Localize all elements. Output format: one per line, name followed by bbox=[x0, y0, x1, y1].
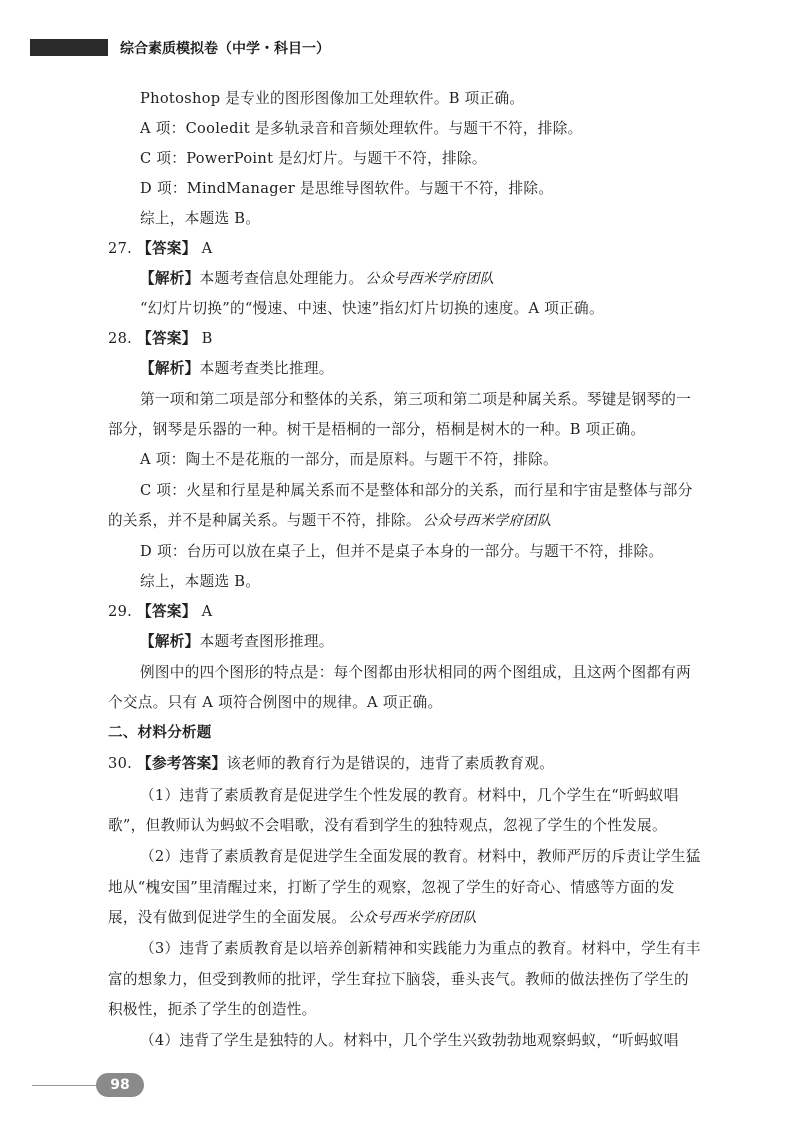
text-line: 歌”，但教师认为蚂蚁不会唱歌，没有看到学生的独特观点，忽视了学生的个性发展。 bbox=[108, 817, 667, 834]
text-line: Photoshop 是专业的图形图像加工处理软件。B 项正确。 bbox=[140, 90, 525, 107]
text-line-with-watermark bbox=[108, 906, 477, 927]
explanation-label: 【解析】 bbox=[140, 360, 200, 377]
text-line: 第一项和第二项是部分和整体的关系，第三项和第二项是种属关系。琴键是钢琴的一 bbox=[140, 391, 692, 408]
answer-label: 【答案】 bbox=[137, 330, 197, 347]
explanation-label: 【解析】 bbox=[140, 270, 200, 287]
text-line: 展，没有做到促进学生的全面发展。 bbox=[108, 909, 347, 926]
explanation-text: 本题考查信息处理能力。 bbox=[199, 270, 364, 287]
question-number: 27. bbox=[108, 240, 133, 257]
text-line: D 项：台历可以放在桌子上，但并不是桌子本身的一部分。与题干不符，排除。 bbox=[140, 543, 664, 560]
text-line: （4）违背了学生是独特的人。材料中，几个学生兴致勃勃地观察蚂蚁，“听蚂蚁唱 bbox=[140, 1032, 679, 1049]
answer-label: 【答案】 bbox=[137, 240, 197, 257]
question-number: 29. bbox=[108, 603, 133, 620]
reference-answer-label: 【参考答案】 bbox=[137, 755, 227, 772]
answer-label: 【答案】 bbox=[137, 603, 197, 620]
text-line: “幻灯片切换”的“慢速、中速、快速”指幻灯片切换的速度。A 项正确。 bbox=[140, 300, 604, 317]
answer-value: A bbox=[201, 603, 213, 620]
question-27-answer bbox=[108, 237, 212, 258]
text-line: （3）违背了素质教育是以培养创新精神和实践能力为重点的教育。材料中，学生有丰 bbox=[140, 940, 701, 957]
answer-value: B bbox=[201, 330, 213, 347]
question-28-explanation bbox=[140, 357, 334, 378]
question-number: 30. bbox=[108, 755, 133, 772]
text-line: （1）违背了素质教育是促进学生个性发展的教育。材料中，几个学生在“听蚂蚁唱 bbox=[140, 787, 679, 804]
question-30-answer bbox=[108, 752, 554, 773]
text-line: 部分，钢琴是乐器的一种。树干是梧桐的一部分，梧桐是树木的一种。B 项正确。 bbox=[108, 421, 646, 438]
text-line: 的关系，并不是种属关系。与题干不符，排除。 bbox=[108, 512, 421, 529]
answer-value: A bbox=[201, 240, 213, 257]
question-number: 28. bbox=[108, 330, 133, 347]
header-bar bbox=[30, 39, 108, 56]
page-number: 98 bbox=[96, 1073, 144, 1097]
text-line: D 项：MindManager 是思维导图软件。与题干不符，排除。 bbox=[140, 180, 554, 197]
question-28-answer bbox=[108, 327, 213, 348]
text-line: 综上，本题选 B。 bbox=[140, 573, 261, 590]
section-heading: 二、材料分析题 bbox=[108, 725, 212, 741]
explanation-label: 【解析】 bbox=[140, 633, 200, 650]
text-line: 富的想象力，但受到教师的批评，学生耷拉下脑袋，垂头丧气。教师的做法挫伤了学生的 bbox=[108, 971, 689, 988]
text-line-with-watermark bbox=[108, 509, 551, 530]
text-line: C 项：PowerPoint 是幻灯片。与题干不符，排除。 bbox=[140, 150, 487, 167]
text-line: 例图中的四个图形的特点是：每个图都由形状相同的两个图组成，且这两个图都有两 bbox=[140, 664, 692, 681]
watermark-text: 公众号西米学府团队 bbox=[348, 910, 478, 926]
text-line: 地从“槐安国”里清醒过来，打断了学生的观察，忽视了学生的好奇心、情感等方面的发 bbox=[108, 879, 675, 896]
explanation-text: 本题考查类比推理。 bbox=[199, 360, 334, 377]
text-line: A 项：Cooledit 是多轨录音和音频处理软件。与题干不符，排除。 bbox=[140, 120, 583, 137]
text-line: （2）违背了素质教育是促进学生全面发展的教育。材料中，教师严厉的斥责让学生猛 bbox=[140, 848, 701, 865]
explanation-text: 本题考查图形推理。 bbox=[199, 633, 334, 650]
text-line: C 项：火星和行星是种属关系而不是整体和部分的关系，而行星和宇宙是整体与部分 bbox=[140, 482, 693, 499]
question-29-answer bbox=[108, 600, 212, 621]
watermark-text: 公众号西米学府团队 bbox=[422, 513, 552, 529]
text-line: A 项：陶土不是花瓶的一部分，而是原料。与题干不符，排除。 bbox=[140, 451, 558, 468]
question-27-explanation bbox=[140, 267, 494, 288]
page-header-title: 综合素质模拟卷（中学・科目一） bbox=[120, 41, 330, 57]
question-29-explanation bbox=[140, 630, 334, 651]
text-line: 综上，本题选 B。 bbox=[140, 210, 261, 227]
text-line: 个交点。只有 A 项符合例图中的规律。A 项正确。 bbox=[108, 694, 443, 711]
footer-rule bbox=[32, 1085, 104, 1086]
text-line: 积极性，扼杀了学生的创造性。 bbox=[108, 1001, 317, 1018]
watermark-text: 公众号西米学府团队 bbox=[365, 271, 495, 287]
answer-text: 该老师的教育行为是错误的，违背了素质教育观。 bbox=[226, 755, 555, 772]
